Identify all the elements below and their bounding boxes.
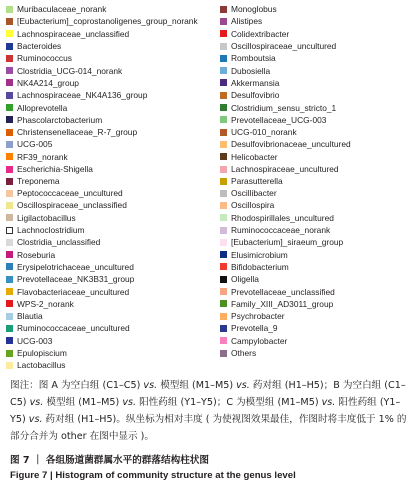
legend-label: NK4A214_group [17, 77, 79, 88]
caption-vs: vs. [143, 380, 158, 391]
legend-label: Romboutsia [231, 53, 276, 64]
legend-swatch [6, 6, 13, 13]
legend-bottom-left-column [6, 187, 216, 371]
figure-title-english: Figure 7 | Histogram of community structure at the genus level [10, 470, 296, 481]
legend-item [6, 187, 216, 199]
legend-label: Oscillospiraceae_unclassified [17, 200, 127, 211]
legend-item [6, 126, 216, 138]
legend-label: Parasutterella [231, 176, 283, 187]
legend-item [220, 175, 416, 187]
caption-vs: vs. [236, 380, 250, 391]
legend-label: Prevotellaceae_UCG-003 [231, 114, 327, 125]
legend-swatch [220, 92, 227, 99]
legend-item [6, 347, 216, 359]
legend-label: Lachnospiraceae_uncultured [231, 164, 339, 174]
legend-label: Alloprevotella [17, 102, 68, 113]
legend-swatch [220, 129, 227, 136]
legend-item [220, 64, 416, 76]
legend-swatch [220, 227, 227, 234]
legend-item [6, 273, 216, 285]
legend-item [6, 212, 216, 224]
legend-swatch [220, 251, 227, 258]
legend-item [220, 138, 416, 150]
legend-swatch [6, 18, 13, 25]
legend-swatch [220, 325, 227, 332]
legend-label: UCG-010_norank [231, 127, 297, 138]
legend-label: Clostridia_UCG-014_norank [17, 65, 123, 76]
legend-item [220, 15, 416, 27]
legend-item [6, 322, 216, 334]
legend-item [6, 151, 216, 163]
legend-item [6, 138, 216, 150]
legend-label: Colidextribacter [231, 28, 290, 39]
legend-label: Epulopiscium [17, 348, 67, 358]
legend-swatch [6, 166, 13, 173]
legend-swatch [220, 350, 227, 357]
legend-item [6, 359, 216, 371]
caption-text: 阳性药组 (Y1–Y5) [10, 397, 401, 425]
legend-swatch [6, 141, 13, 148]
legend-label: Family_XIII_AD3011_group [231, 298, 334, 309]
caption-text: 药对组 (H1–H5)。纵坐标为相对丰度 ( 为使视图效果最佳，作图时将丰度低于 1% 的部分合并为 other 在图中显示 )。 [10, 414, 407, 442]
legend-swatch [6, 129, 13, 136]
legend-item [6, 52, 216, 64]
legend-label: Lactobacillus [17, 360, 66, 371]
legend-item [220, 347, 416, 359]
legend-item [220, 335, 416, 347]
legend-label: [Eubacterium]_siraeum_group [231, 237, 344, 248]
legend-item [220, 199, 416, 211]
legend-swatch [6, 178, 13, 185]
legend-swatch [6, 251, 13, 258]
legend-item [6, 298, 216, 310]
caption-text: 模型组 (M1–M5) [157, 380, 237, 391]
legend-label: Desulfovibrio [231, 90, 280, 101]
legend-swatch [6, 214, 13, 221]
legend-item [220, 163, 416, 175]
legend-top-left-column [6, 3, 216, 187]
legend-swatch [6, 350, 13, 357]
legend-swatch [220, 55, 227, 62]
legend-item [6, 3, 216, 15]
caption-text: 图注：图 A 为空白组 (C1–C5) [10, 380, 144, 391]
legend-swatch [6, 288, 13, 295]
legend-label: Dubosiella [231, 65, 271, 76]
legend-swatch [6, 325, 13, 332]
legend-label: Oscillospira [231, 200, 275, 211]
legend-item [6, 15, 216, 27]
legend-swatch [220, 190, 227, 197]
legend-label: UCG-005 [17, 139, 53, 150]
legend-item [6, 163, 216, 175]
legend-item [6, 335, 216, 347]
legend-item [220, 28, 416, 40]
legend-label: Ligilactobacillus [17, 212, 76, 223]
legend-item [220, 224, 416, 236]
legend-item [220, 3, 416, 15]
legend-label: Lachnoclostridium [17, 225, 85, 236]
legend-swatch [6, 337, 13, 344]
caption-text: 模型组 (M1–M5) [43, 397, 123, 408]
legend-swatch [220, 239, 227, 246]
legend-swatch [6, 116, 13, 123]
legend-swatch [6, 55, 13, 62]
legend-label: Bacteroides [17, 41, 62, 52]
caption-vs: vs. [29, 397, 44, 408]
legend-item [220, 114, 416, 126]
legend-swatch [6, 67, 13, 74]
legend-swatch [220, 313, 227, 320]
legend-item [220, 273, 416, 285]
legend-label: Ruminococcaceae_uncultured [17, 323, 130, 334]
legend-swatch [6, 202, 13, 209]
legend-top-right-column [220, 3, 416, 187]
legend-swatch [6, 30, 13, 37]
legend-label: Campylobacter [231, 335, 288, 346]
legend-item [6, 101, 216, 113]
legend-label: Lachnospiraceae_NK4A136_group [17, 90, 148, 101]
legend-label: Oscillospiraceae_uncultured [231, 41, 337, 52]
legend-swatch [220, 67, 227, 74]
legend-label: Flavobacteriaceae_uncultured [17, 286, 130, 297]
legend-item [220, 101, 416, 113]
legend-swatch [220, 104, 227, 111]
legend-swatch [6, 153, 13, 160]
legend-label: Desulfovibrionaceae_uncultured [231, 139, 351, 150]
caption-text: 阳性药组 (Y1–Y5)；C 为模型组 (M1–M5) [136, 397, 322, 408]
legend-swatch [220, 18, 227, 25]
legend-swatch [220, 166, 227, 173]
legend-label: Monoglobus [231, 4, 277, 15]
figure-caption [10, 377, 408, 445]
legend-label: Muribaculaceae_norank [17, 4, 107, 15]
legend-swatch [6, 239, 13, 246]
legend-label: WPS-2_norank [17, 298, 74, 309]
legend-label: Roseburia [17, 249, 56, 260]
legend-label: Clostridia_unclassified [17, 237, 101, 248]
legend-label: Rhodospirillales_uncultured [231, 212, 334, 223]
legend-label: Ruminococcaceae_norank [231, 225, 331, 236]
legend-swatch [220, 276, 227, 283]
legend-item [6, 285, 216, 297]
legend-swatch [220, 30, 227, 37]
legend-item [6, 261, 216, 273]
legend-item [220, 187, 416, 199]
legend-bottom-right-column [220, 187, 416, 359]
legend-item [6, 28, 216, 40]
legend-swatch [6, 263, 13, 270]
legend-swatch [220, 202, 227, 209]
legend-label: Peptococcaceae_uncultured [17, 188, 123, 199]
legend-label: Blautia [17, 311, 43, 322]
legend-label: Lachnospiraceae_unclassified [17, 28, 130, 39]
legend-label: Psychrobacter [231, 311, 285, 322]
legend-label: RF39_norank [17, 151, 68, 162]
legend-swatch [220, 288, 227, 295]
legend-swatch [220, 337, 227, 344]
legend-swatch [6, 92, 13, 99]
legend-swatch [6, 79, 13, 86]
legend-item [6, 64, 216, 76]
legend-swatch [220, 178, 227, 185]
legend-swatch [220, 141, 227, 148]
legend-item [220, 248, 416, 260]
legend-swatch [6, 362, 13, 369]
legend-label: Prevotella_9 [231, 323, 278, 334]
legend-label: Treponema [17, 176, 60, 187]
legend-swatch [220, 263, 227, 270]
legend-item [220, 89, 416, 101]
legend-swatch [220, 300, 227, 307]
legend-item [220, 52, 416, 64]
legend-swatch [6, 227, 13, 234]
legend-item [6, 89, 216, 101]
legend-item [6, 236, 216, 248]
legend-label: Others [231, 348, 257, 358]
legend-swatch [220, 43, 227, 50]
legend-item [220, 298, 416, 310]
legend-item [220, 126, 416, 138]
legend-swatch [6, 43, 13, 50]
legend-item [6, 248, 216, 260]
legend-item [220, 212, 416, 224]
legend-label: Erysipelotrichaceae_uncultured [17, 261, 134, 272]
legend-label: Oligella [231, 274, 259, 285]
legend-label: Escherichia-Shigella [17, 164, 93, 174]
legend-item [6, 199, 216, 211]
legend-label: Prevotellaceae_unclassified [231, 286, 335, 297]
legend-label: Elusimicrobium [231, 249, 288, 260]
caption-vs: vs. [122, 397, 137, 408]
legend-label: Christensenellaceae_R-7_group [17, 127, 138, 138]
legend-item [220, 77, 416, 89]
legend-label: [Eubacterium]_coprostanoligenes_group_norank [17, 16, 198, 27]
legend-label: Phascolarctobacterium [17, 114, 103, 125]
legend-swatch [6, 300, 13, 307]
legend-item [6, 175, 216, 187]
caption-vs: vs. [321, 397, 336, 408]
figure-title-chinese: 图 7 ｜ 各组肠道菌群属水平的群落结构柱状图 [10, 455, 209, 466]
legend-label: Prevotellaceae_NK3B31_group [17, 274, 135, 285]
legend-label: Helicobacter [231, 151, 278, 162]
caption-text: 药对组 (H1–H5)；B 为空白组 (C1–C5) [10, 380, 406, 408]
legend-label: Clostridium_sensu_stricto_1 [231, 102, 337, 113]
legend-swatch [220, 79, 227, 86]
legend-swatch [6, 313, 13, 320]
legend-label: Ruminococcus [17, 53, 72, 64]
legend-label: Oscillibacter [231, 188, 277, 199]
legend-item [220, 151, 416, 163]
legend-item [220, 310, 416, 322]
legend-item [220, 236, 416, 248]
legend-label: UCG-003 [17, 335, 53, 346]
legend-item [6, 40, 216, 52]
legend-item [6, 114, 216, 126]
legend-swatch [6, 190, 13, 197]
legend-label: Alistipes [231, 16, 263, 27]
legend-label: Bifidobacterium [231, 261, 289, 272]
legend-item [220, 40, 416, 52]
legend-swatch [6, 104, 13, 111]
legend-item [220, 322, 416, 334]
legend-swatch [6, 276, 13, 283]
legend-item [6, 77, 216, 89]
legend-swatch [220, 6, 227, 13]
legend-item [6, 224, 216, 236]
legend-item [220, 285, 416, 297]
legend-swatch [220, 214, 227, 221]
legend-label: Akkermansia [231, 77, 280, 88]
legend-item [6, 310, 216, 322]
legend-swatch [220, 153, 227, 160]
legend-swatch [220, 116, 227, 123]
legend-item [220, 261, 416, 273]
caption-vs: vs. [28, 414, 43, 425]
